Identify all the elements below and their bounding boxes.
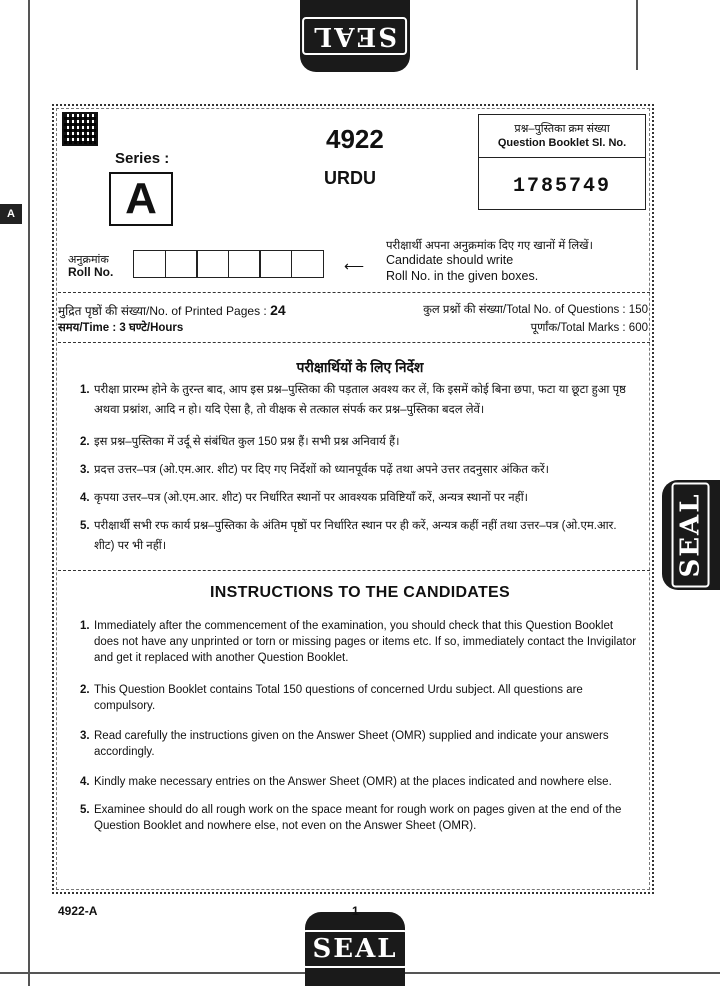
divider bbox=[58, 570, 650, 571]
serial-label-english: Question Booklet Sl. No. bbox=[497, 137, 627, 149]
roll-number-cell[interactable] bbox=[228, 250, 261, 278]
hindi-instruction-item: 1. परीक्षा प्रारम्भ होने के तुरन्त बाद, आप इस प्रश्न–पुस्तिका की पड़ताल अवश्य कर लें, कि इसमें कोई बिना छपा, फटा या छूटा हुआ पृष्ठ अथवा प्रश्नांश, आदि न हो। यदि ऐसा है, तो वीक्षक से तत्काल संपर्क कर प्रश्न–पुस्तिका बदल लेवें। bbox=[80, 384, 626, 416]
seal-top-stamp: SEAL bbox=[300, 0, 410, 72]
total-questions-label: कुल प्रश्नों की संख्या/Total No. of Questions : 150 bbox=[423, 304, 648, 316]
paper-code: 4922 bbox=[326, 124, 384, 154]
series-value-box: A bbox=[109, 172, 173, 226]
printed-pages-value: 24 bbox=[270, 302, 286, 318]
total-marks-label: पूर्णांक/Total Marks : 600 bbox=[530, 322, 648, 334]
qr-code-icon bbox=[62, 112, 98, 146]
hindi-instruction-item: 4. कृपया उत्तर–पत्र (ओ.एम.आर. शीट) पर निर्धारित स्थानों पर आवश्यक प्रविष्टियाँ करें, अन्यत्र स्थानों पर नहीं। bbox=[80, 492, 529, 504]
hindi-instruction-item: 2. इस प्रश्न–पुस्तिका में उर्दू से संबंधित कुल 150 प्रश्न हैं। सभी प्रश्न अनिवार्य हैं। bbox=[80, 436, 400, 448]
printed-pages-label: मुद्रित पृष्ठों की संख्या/No. of Printed Pages : 24 bbox=[58, 302, 286, 318]
serial-number-value: 1785749 bbox=[512, 175, 611, 198]
english-instruction-item: 4. Kindly make necessary entries on the Answer Sheet (OMR) at the places indicated and nowhere else. bbox=[80, 776, 612, 788]
hindi-instruction-item: 5. परीक्षार्थी सभी रफ कार्य प्रश्न–पुस्तिका के अंतिम पृष्ठों पर निर्धारित स्थान पर ही करें, अन्यत्र कहीं नहीं तथा उत्तर–पत्र (ओ.एम.आर. शीट) पर भी नहीं। bbox=[80, 520, 617, 552]
seal-bottom-stamp: SEAL bbox=[305, 912, 405, 986]
roll-number-boxes[interactable] bbox=[133, 250, 322, 278]
roll-number-cell[interactable] bbox=[133, 250, 166, 278]
series-side-tab: A bbox=[0, 204, 22, 224]
divider bbox=[58, 292, 650, 293]
time-label: समय/Time : 3 घण्टे/Hours bbox=[58, 322, 184, 334]
roll-note-hindi: परीक्षार्थी अपना अनुक्रमांक दिए गए खानों में लिखें। bbox=[386, 240, 593, 252]
serial-number-box bbox=[478, 114, 646, 210]
english-instruction-item: 5. Examinee should do all rough work on the space meant for rough work on pages given at the end of the Question Booklet and nowhere else, not even on the Answer Sheet (OMR). bbox=[80, 804, 622, 832]
english-instruction-item: 3. Read carefully the instructions given on the Answer Sheet (OMR) supplied and indicate your answers accordingly. bbox=[80, 730, 609, 758]
serial-divider bbox=[479, 157, 645, 158]
seal-right-stamp: SEAL bbox=[662, 480, 720, 590]
hindi-instruction-item: 3. प्रदत्त उत्तर–पत्र (ओ.एम.आर. शीट) पर दिए गए निर्देशों को ध्यानपूर्वक पढ़ें तथा अपने उत्तर तदनुसार अंकित करें। bbox=[80, 464, 550, 476]
roll-label-english: Roll No. bbox=[68, 265, 114, 279]
serial-label-hindi: प्रश्न–पुस्तिका क्रम संख्या bbox=[514, 123, 610, 135]
series-label: Series : bbox=[115, 150, 170, 167]
footer-paper-code: 4922-A bbox=[58, 904, 98, 918]
roll-note-english-line2: Roll No. in the given boxes. bbox=[386, 269, 539, 283]
hindi-instructions-heading: परीक्षार्थियों के लिए निर्देश bbox=[296, 359, 424, 375]
right-margin-line bbox=[636, 0, 638, 70]
english-instruction-item: 2. This Question Booklet contains Total 150 questions of concerned Urdu subject. All questions are compulsory. bbox=[80, 684, 583, 712]
roll-number-cell[interactable] bbox=[165, 250, 198, 278]
english-instructions-heading: INSTRUCTIONS TO THE CANDIDATES bbox=[210, 584, 510, 601]
roll-number-cell[interactable] bbox=[196, 250, 229, 278]
left-margin-line bbox=[28, 0, 30, 986]
roll-number-cell[interactable] bbox=[259, 250, 292, 278]
page-number: 1 bbox=[352, 904, 359, 918]
roll-number-cell[interactable] bbox=[291, 250, 324, 278]
arrow-left-icon: ⟵ bbox=[344, 258, 365, 274]
roll-note-english-line1: Candidate should write bbox=[386, 253, 514, 267]
english-instruction-item: 1. Immediately after the commencement of the examination, you should check that this Question Booklet does not have any unprinted or torn or missing pages or items etc. If so, immediately contact the Invigilator and get it replaced with another Question Booklet. bbox=[80, 620, 637, 664]
subject-title: URDU bbox=[324, 168, 376, 188]
roll-label-hindi: अनुक्रमांक bbox=[68, 254, 109, 266]
divider bbox=[58, 342, 650, 343]
